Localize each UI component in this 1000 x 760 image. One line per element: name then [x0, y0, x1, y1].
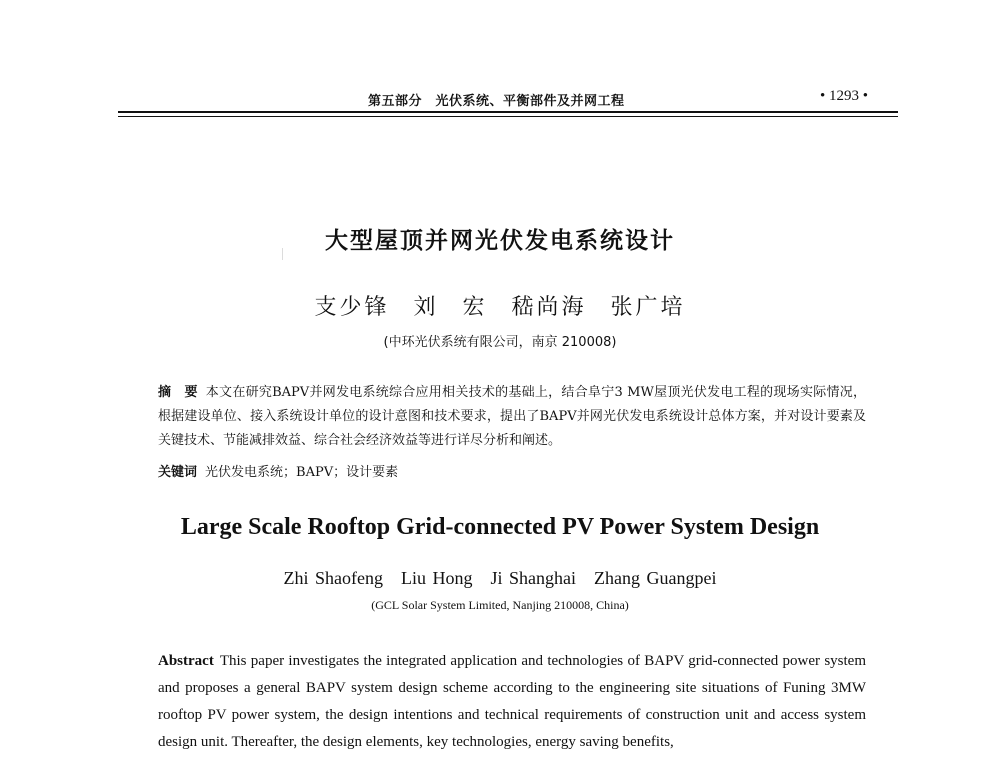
header-rule-thin [118, 116, 898, 117]
affiliation-english: (GCL Solar System Limited, Nanjing 210008, China) [371, 598, 629, 612]
abstract-text-english: This paper investigates the integrated application and technologies of BAPV grid-connected power system and proposes a general BAPV system design scheme according to the engineering site situations of Funing 3MW rooftop PV power system, the design intentions and technical requirements of construction unit and access system design unit. Thereafter, the design elements, key technologies, energy saving benefits, [158, 653, 866, 750]
affiliation-chinese: (中环光伏系统有限公司，南京 210008) [383, 335, 617, 350]
authors-english: Zhi Shaofeng Liu Hong Ji Shanghai Zhang Guangpei [283, 568, 717, 588]
abstract-label-english: Abstract [158, 653, 214, 669]
header-rule-thick [118, 111, 898, 113]
keywords-text: 光伏发电系统；BAPV；设计要素 [205, 465, 399, 480]
keywords-chinese [158, 461, 866, 480]
paper-title-chinese: 大型屋顶并网光伏发电系统设计 [325, 228, 675, 254]
paper-title-english: Large Scale Rooftop Grid-connected PV Power System Design [180, 514, 820, 540]
abstract-text-chinese: 本文在研究BAPV并网发电系统综合应用相关技术的基础上，结合阜宁3 MW屋顶光伏发电工程的现场实际情况，根据建设单位、接入系统设计单位的设计意图和技术要求，提出了BAPV并网光伏发电系统设计总体方案，并对设计要素及关键技术、节能减排效益、综合社会经济效益等进行详尽分析和阐述。 [158, 385, 866, 448]
authors-chinese: 支少锋 刘 宏 嵇尚海 张广培 [314, 295, 686, 320]
running-header [0, 84, 1000, 108]
keywords-label: 关键词 [158, 465, 198, 480]
page-number: • 1293 • [820, 88, 869, 104]
abstract-label-chinese: 摘 要 [158, 385, 198, 400]
section-heading: 第五部分 光伏系统、平衡部件及并网工程 [368, 94, 625, 109]
abstract-chinese [158, 381, 866, 453]
abstract-english [158, 648, 866, 756]
